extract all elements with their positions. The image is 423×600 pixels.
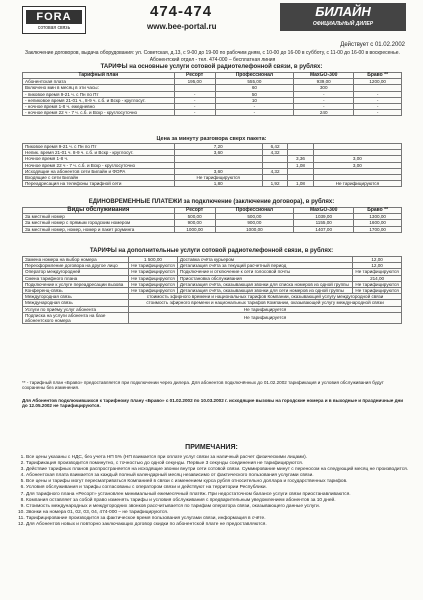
table-cell: Международная связь — [23, 300, 129, 306]
connection-fee-table — [22, 207, 402, 233]
table-cell: Детализация счёта, оказывающая звонки для списка номеров из одной группы — [177, 281, 352, 287]
table-cell: 1039,00 — [294, 214, 354, 220]
table-cell: Пиковое время 9-21 ч. с Пн по Пт — [23, 144, 175, 150]
table-cell: 4,32 — [262, 150, 287, 156]
note-item: 1. Все цены указаны с НДС, без учета НП 5% (НП взимается при оплате услуг связи за наличный расчет физическими лицами). — [26, 455, 416, 461]
note-item: 2. Тарификация производится поминутно, с точностью до одной секунды. Первые 3 секунды соединения не тарифицируются. — [26, 461, 416, 467]
header-cell: Профессионал — [215, 73, 293, 79]
table-cell: 7,20 — [174, 144, 262, 150]
table-cell: 1407,00 — [294, 226, 354, 232]
table-cell: Непик. время 21-01 ч. 8-9 ч. с.б. и Вскр - круглосут. — [23, 150, 175, 156]
header-cell: Ресорт — [174, 208, 215, 214]
notes-title: ПРИМЕЧАНИЯ: — [185, 444, 238, 451]
notes-list — [14, 455, 416, 528]
table-cell: 60 — [215, 85, 293, 91]
table-cell: Не тарифицируются — [174, 175, 262, 181]
brand-subtitle: ОФИЦИАЛЬНЫЙ ДИЛЕР — [312, 21, 374, 27]
table-cell: стоимость эфирного времени и национальных тарифов Компании, оказывающей услугу междугородной связи — [129, 294, 402, 300]
effective-date: Действует с 01.02.2002 — [340, 42, 405, 48]
table-row — [23, 181, 402, 187]
table-cell: Доставка счёта курьером — [177, 257, 352, 263]
table-cell: 1,08 — [288, 162, 313, 168]
table-cell: 1,92 — [262, 181, 287, 187]
table-cell: Услуги по приёму услуг абонента — [23, 306, 129, 312]
table-cell: Подписка на услуги абонента на базе абонентского номера — [23, 312, 129, 323]
table-cell: Не тарифицируются — [353, 281, 402, 287]
note-item: 8. Компания оставляет за собой право изменять тарифы и условия обслуживания с предварительным уведомлением абонентов за 10 дней. — [26, 498, 416, 504]
note-item: 12. Для Абонентов новых и повторно заключающих договор скидки по абонентской плате не предоставляются. — [26, 522, 416, 528]
table-cell: - — [174, 104, 215, 110]
table-cell: Междугородная связь — [23, 294, 129, 300]
brand-logo — [280, 3, 406, 31]
table-cell: 3,00 — [313, 156, 401, 162]
table-cell: стоимость эфирного времени и национальных тарифов Компании, оказывающей услугу международной связи — [129, 300, 402, 306]
table-cell: За местный номер, номер, номер и пакет роуминга — [23, 226, 175, 232]
table-cell: Не тарифицируются — [129, 263, 178, 269]
table-cell: Ночное время 22 ч - 7 ч. с.б. и Вскр - круглосуточно — [23, 162, 175, 168]
header-cell: MaxGO-300 — [294, 208, 354, 214]
company-logo — [22, 6, 86, 34]
table-cell: 1700,00 — [354, 226, 402, 232]
table-row — [23, 281, 402, 287]
note-item: 4. Абонентская плата взимается за каждый полный календарный месяц независимо от фактического пользования услугами связи. — [26, 473, 416, 479]
header-cell: Тарифный план — [23, 73, 175, 79]
website: www.bee-portal.ru — [147, 22, 217, 31]
table-cell: Детализация счёта, оказывающая звонки для сети номеров из одной группы — [177, 288, 352, 294]
note-bravo-promo: Для Абонентов подключившихся к тарифному плану «Браво» с 01.02.2002 по 10.03.2002 г. исходящие вызовы на городские номера и в выходные и праздничные дни до 12.05.2002 не тарифицируются. — [22, 398, 404, 409]
phone-number: 474-474 — [150, 3, 213, 20]
table-row — [23, 110, 402, 116]
table-cell: - — [294, 91, 354, 97]
table-cell: 500,00 — [215, 214, 293, 220]
table-cell: Не тарифицируются — [353, 288, 402, 294]
note-item: 5. Все цены и тарифы могут пересматриваться Компанией в связи с изменением курса рубля относительно доллара и государственных тарифов. — [26, 479, 416, 485]
table-cell: Подключение и отключение к сети голосовой почты — [177, 269, 352, 275]
table-cell: - — [354, 91, 402, 97]
table-row — [23, 312, 402, 323]
table-cell: - — [354, 97, 402, 103]
note-item: 6. Условия обслуживания и тарифы согласованы с оператором связи и действуют на территории Республики. — [26, 485, 416, 491]
table-cell: Не тарифицируются — [129, 281, 178, 287]
table-cell: Приостановка обслуживания — [177, 275, 352, 281]
table-cell: Исходящие на абонентов сети Билайн и ФОРА — [23, 168, 175, 174]
table-cell: Подключение к услуге переадресации вызова — [23, 281, 129, 287]
table-cell: Переадресация на телефоны тарифной сети — [23, 181, 175, 187]
table-cell: 50 — [215, 91, 293, 97]
table-cell: - пиковое время 9-21 ч. с Пн по Пт — [23, 91, 175, 97]
note-bravo: ** - тарифный план «Браво» предоставляется при подключении через дилера. Для абонентов подключённых до 01.02.2002 тарификация и условия обслуживания будут сохранены без изменения. — [22, 380, 384, 391]
table-cell: 1 500,00 — [129, 257, 178, 263]
table-cell: Оператор междугородней — [23, 269, 129, 275]
table-cell: - — [354, 110, 402, 116]
note-item: 7. Для тарифного плана «Ресорт» установлен минимальный ежемесячный платёж. При недостаточном балансе услуги связи приостанавливаются. — [26, 492, 416, 498]
table-cell: Не тарифицируется — [129, 306, 402, 312]
table-cell: 900,00 — [215, 220, 293, 226]
table-cell: Ночное время 1-8 ч. — [23, 156, 175, 162]
header-cell: Профессионал — [215, 208, 293, 214]
table-cell: 10 — [215, 97, 293, 103]
table-cell: 939,00 — [294, 79, 354, 85]
table-cell: Не тарифицируются — [129, 275, 178, 281]
table-cell: 195,00 — [174, 79, 215, 85]
table-cell: 12,00 — [353, 257, 402, 263]
brand-name: БИЛАЙН — [315, 4, 371, 19]
table-cell: Смена тарифного плана — [23, 275, 129, 281]
table-cell: Не тарифицируются — [129, 269, 178, 275]
table-cell: 1155,00 — [294, 220, 354, 226]
table-cell: 1600,00 — [354, 220, 402, 226]
table-cell: 6,42 — [262, 144, 287, 150]
table-cell: За местный номер — [23, 214, 175, 220]
header-cell: Браво ** — [354, 208, 402, 214]
table-cell: Абонентская плата — [23, 79, 175, 85]
table-cell: 555,00 — [215, 79, 293, 85]
note-item: 3. Действие тарифных планов распространяется на исходящие звонки внутри сети сотовой связи. Суммирование минут с переносом на следующий месяц не производится. — [26, 467, 416, 473]
intro-text: Заключение договоров, выдача оборудования: ул. Советская, д.13, с 9-00 до 19-00 по рабочим дням, с 10-00 до 16-00 в субботу, с 11-00 до 16-00 в воскресенье. Абонентский отдел - тел. 474-000 – бесплатная линия — [25, 50, 400, 63]
table-cell: 1200,00 — [354, 79, 402, 85]
table-cell: 1000,00 — [174, 226, 215, 232]
table-cell: 1,80 — [174, 181, 262, 187]
table-cell: Не тарифицируется — [129, 312, 402, 323]
note-item: 10. Звонки на номера 01, 02, 03, 04, 474-000 – не тарифицируются. — [26, 510, 416, 516]
table-cell: Включено мин в месяц в эти часы: — [23, 85, 175, 91]
note-item: 9. Стоимость международных и междугородних звонков рассчитывается по тарифам оператора связи, оказывающего данные услуги. — [26, 504, 416, 510]
table-cell: Не тарифицируются — [129, 288, 178, 294]
table-cell: Замена номера на выбор номера — [23, 257, 129, 263]
table-row — [23, 226, 402, 232]
table-cell: Детализация счёта за текущий расчетный период — [177, 263, 352, 269]
table-cell: - ночное время 22 ч - 7 ч. с.б. и Вскр - круглосуточно — [23, 110, 175, 116]
table-cell: 12,00 — [353, 263, 402, 269]
table-cell: - — [174, 110, 215, 116]
header-cell: Ресорт — [174, 73, 215, 79]
header-cell: MaxGO-300 — [294, 73, 354, 79]
header-cell: Виды обслуживания — [23, 208, 175, 214]
table-cell: 3,60 — [174, 168, 262, 174]
table-cell: 1300,00 — [354, 214, 402, 220]
table-cell: - — [174, 91, 215, 97]
table-cell: 3,60 — [174, 150, 262, 156]
table-cell: Не тарифицируются — [353, 269, 402, 275]
table-cell: 3,00 — [313, 162, 401, 168]
section-title-fees: ЕДИНОВРЕМЕННЫЕ ПЛАТЕЖИ за подключение (заключение договора), в рублях: — [88, 199, 335, 205]
note-item: 11. Тарифицирование производится за фактическое время пользования услугами связи, информация в счёте. — [26, 516, 416, 522]
table-cell: - — [215, 104, 293, 110]
table-cell: - — [215, 110, 293, 116]
section-title-main: ТАРИФЫ на основные услуги сотовой радиотелефонной связи, в рублях: — [100, 64, 323, 70]
table-cell: Не тарифицируются — [313, 181, 401, 187]
table-cell: - непиковое время 21-01 ч., 8-9 ч. с.б. и Вскр - круглосут. — [23, 97, 175, 103]
table-cell: За местный номер с прямым городским номером — [23, 220, 175, 226]
overage-table — [22, 143, 402, 187]
section-subtitle-overage: Цена за минуту разговора сверх пакета: — [156, 136, 267, 142]
main-tariff-table — [22, 72, 402, 116]
extra-services-table — [22, 256, 402, 324]
table-cell: - — [294, 104, 354, 110]
table-cell: - — [294, 97, 354, 103]
table-cell: - — [174, 97, 215, 103]
section-title-extra: ТАРИФЫ на дополнительные услуги сотовой радиотелефонной связи, в рублях: — [89, 248, 334, 254]
table-cell: 4,32 — [262, 168, 287, 174]
table-cell: - — [354, 104, 402, 110]
table-cell: Конференц-связь — [23, 288, 129, 294]
table-cell: Входящие с сети Билайн — [23, 175, 175, 181]
logo-mark: FORA — [26, 10, 82, 24]
table-cell: Переоформление договора на другое лицо — [23, 263, 129, 269]
table-cell: 300 — [294, 85, 354, 91]
header-cell: Браво ** — [354, 73, 402, 79]
table-cell: 240 — [294, 110, 354, 116]
logo-subtitle: сотовая связь — [37, 25, 71, 31]
table-cell: - ночное время 1-8 ч. ежедневно — [23, 104, 175, 110]
table-cell: 900,00 — [174, 220, 215, 226]
table-cell: 500,00 — [174, 214, 215, 220]
table-cell: 1000,00 — [215, 226, 293, 232]
table-cell: 214,00 — [353, 275, 402, 281]
table-cell: 1,08 — [288, 181, 313, 187]
header — [0, 0, 423, 40]
table-cell: 3,36 — [288, 156, 313, 162]
